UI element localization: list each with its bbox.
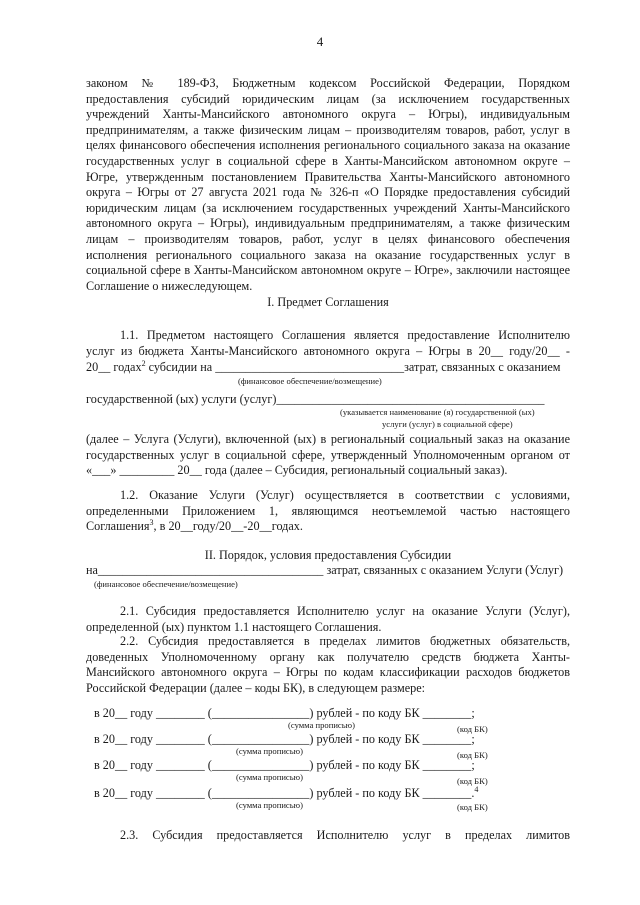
clause-1-1-line-4: государственной (ых) услуги (услуг)____________________________________________ bbox=[86, 392, 545, 406]
footnote-ref-3: 3 bbox=[149, 518, 154, 528]
section-2-line-1: на_____________________________________ затрат, связанных с оказанием Услуги (Услуг) bbox=[86, 563, 564, 577]
caption-code-1: (код БК) bbox=[457, 724, 488, 734]
clause-1-2-text: 1.2. Оказание Услуги (Услуг) осуществляется в соответствии с условиями, определенными Приложением 1, являющимся неотъемлемой частью настоящего Соглашения bbox=[86, 488, 570, 534]
footnote-ref-4: 4 bbox=[474, 784, 479, 794]
caption-sum-4: (сумма прописью) bbox=[236, 800, 303, 810]
clause-1-1-line-1: 1.1. Предметом настоящего Соглашения является предоставление Исполнителю bbox=[120, 328, 570, 342]
clause-2-3: 2.3. Субсидия предоставляется Исполнителю услуг в пределах лимитов bbox=[120, 828, 570, 842]
budget-row-4 bbox=[94, 786, 478, 801]
clause-1-1-line-2: услуг из бюджета Ханты-Мансийского автономного округа – Югры в 20__ году/20__ - bbox=[86, 344, 570, 358]
years-text: 20__ годах bbox=[86, 360, 142, 374]
caption-service-name-1: (указывается наименование (я) государственной (ых) bbox=[340, 407, 535, 417]
budget-row-4-text: в 20__ году ________ (________________) рублей - по коду БК ________. bbox=[94, 786, 475, 800]
caption-code-3: (код БК) bbox=[457, 776, 488, 786]
clause-1-1-rest: (далее – Услуга (Услуги), включенной (ых) в региональный социальный заказ на оказание государственных услуг в социальной сфере, утвержденный Уполномоченным органом от «___» _________ 20__ года (далее – Субсидия, региональный социальный заказ). bbox=[86, 432, 570, 478]
caption-code-4: (код БК) bbox=[457, 802, 488, 812]
caption-code-2: (код БК) bbox=[457, 750, 488, 760]
budget-row-2: в 20__ году ________ (________________) рублей - по коду БК ________; bbox=[94, 732, 475, 746]
caption-sum-3: (сумма прописью) bbox=[236, 772, 303, 782]
caption-financing: (финансовое обеспечение/возмещение) bbox=[238, 376, 382, 386]
section-2-title: II. Порядок, условия предоставления Субсидии bbox=[204, 548, 452, 562]
clause-2-2: 2.2. Субсидия предоставляется в пределах лимитов бюджетных обязательств, доведенных Уполномоченному органу как получателю средств бюджета Ханты-Мансийского автономного округа – Югры по кодам классификации расходов бюджетов Российской Федерации (далее – коды БК), в следующем размере: bbox=[86, 634, 570, 695]
caption-service-name-2: услуги (услуг) в социальной сфере) bbox=[382, 419, 513, 429]
clause-1-2 bbox=[86, 488, 570, 535]
clause-1-1-line-3 bbox=[86, 360, 570, 376]
caption-sum-2: (сумма прописью) bbox=[236, 746, 303, 756]
subsidy-text: субсидии на _______________________________затрат, связанных с оказанием bbox=[145, 360, 561, 374]
caption-sum-1: (сумма прописью) bbox=[288, 720, 355, 730]
caption-financing-2: (финансовое обеспечение/возмещение) bbox=[94, 579, 238, 589]
clause-1-2-end: , в 20__году/20__-20__годах. bbox=[153, 519, 303, 534]
footnote-ref-2: 2 bbox=[141, 358, 146, 368]
section-1-title: I. Предмет Соглашения bbox=[267, 295, 389, 309]
budget-row-3: в 20__ году ________ (________________) рублей - по коду БК ________; bbox=[94, 758, 475, 772]
budget-row-1: в 20__ году ________ (________________) рублей - по коду БК ________; bbox=[94, 706, 475, 720]
intro-paragraph: законом № 189-ФЗ, Бюджетным кодексом Российской Федерации, Порядком предоставления субсидий юридическим лицам (за исключением государственных учреждений Ханты-Мансийского автономного округа – Югры), индивидуальным предпринимателям, а также физическим лицам – производителям товаров, работ, услуг в целях финансового обеспечения исполнения регионального социального заказа на оказание государственных услуг в социальной сфере в Ханты-Мансийском автономном округе – Югре, утвержденным постановлением Правительства Ханты-Мансийского автономного округа – Югры от 27 августа 2021 года № 326-п «О Порядке предоставления субсидий юридическим лицам (за исключением государственных учреждений Ханты-Мансийского автономного округа – Югры), индивидуальным предпринимателям, а также физическим лицам – производителям товаров, работ, услуг в целях финансового обеспечения исполнения регионального социального заказа на оказание государственных услуг в социальной сфере в Ханты-Мансийском автономном округе – Югре», заключили настоящее Соглашение о нижеследующем. bbox=[86, 76, 570, 293]
page-number: 4 bbox=[316, 34, 324, 49]
clause-2-1: 2.1. Субсидия предоставляется Исполнителю услуг на оказание Услуги (Услуг), определенной (ых) пунктом 1.1 настоящего Соглашения. bbox=[86, 604, 570, 634]
